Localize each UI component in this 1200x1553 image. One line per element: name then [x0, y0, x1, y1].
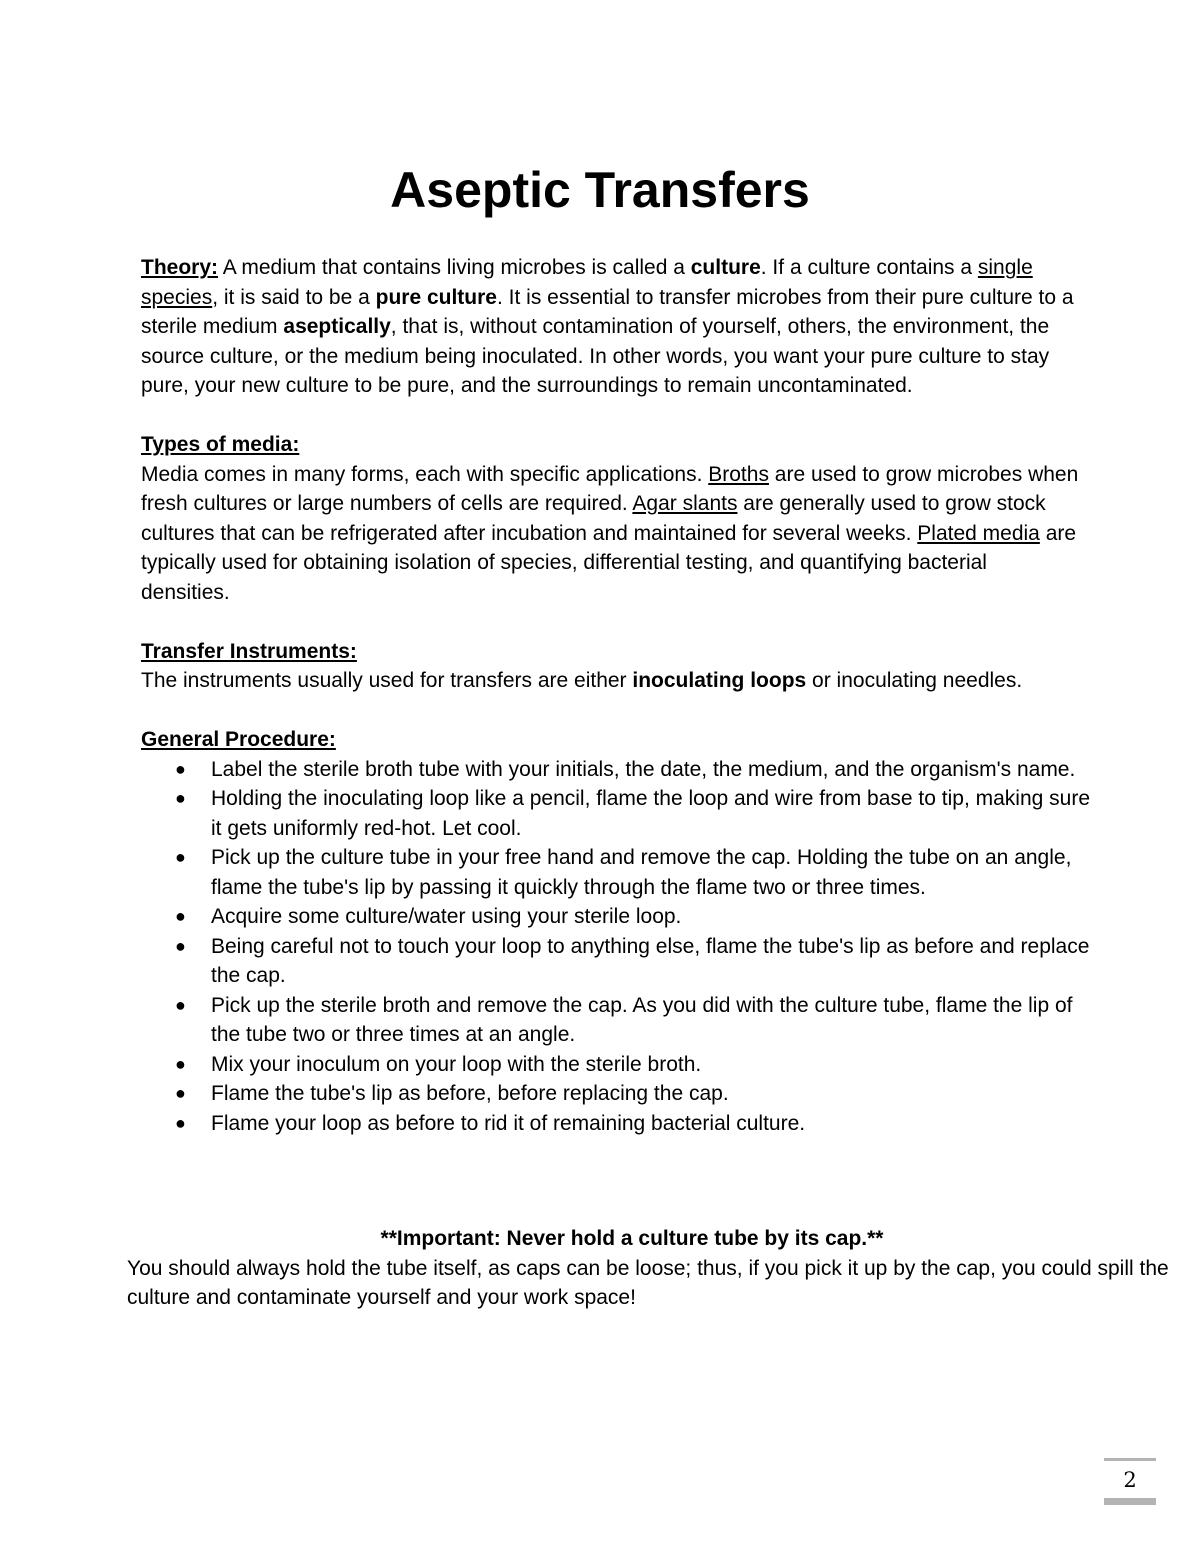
bullet-icon: ● — [175, 1053, 186, 1074]
list-item — [141, 784, 1091, 843]
instruments-text: or inoculating needles. — [806, 669, 1023, 692]
bullet-icon: ● — [175, 994, 186, 1015]
list-item — [141, 932, 1091, 991]
media-heading: Types of media: — [141, 433, 300, 456]
media-text: are used to grow microbes when fresh cultures or large numbers of cells are required. — [141, 462, 1079, 515]
step-text: Flame the tube's lip as before, before replacing the cap. — [211, 1082, 729, 1105]
media-paragraph — [141, 460, 1081, 608]
bullet-icon: ● — [175, 847, 186, 867]
step-text: Holding the inoculating loop like a pencil, flame the loop and wire from base to tip, making sure it gets uniformly red-hot. Let cool. — [211, 787, 1090, 840]
step-text: Pick up the culture tube in your free hand and remove the cap. Holding the tube on an angle, flame the tube's lip by passing it quickly through the flame two or three times. — [211, 846, 1072, 899]
theory-text: , that is, without contamination of yourself, others, the environment, the source culture, or the medium being inoculated. In other words, you want your pure culture to stay pure, your new culture to be pure, and the surroundings to remain uncontaminated. — [141, 315, 1050, 397]
step-text: Acquire some culture/water using your sterile loop. — [211, 905, 682, 928]
media-text: are typically used for obtaining isolation of species, differential testing, and quantifying bacterial densities. — [141, 521, 1077, 604]
term-culture: culture — [690, 256, 761, 279]
bullet-icon: ● — [175, 935, 186, 956]
media-text: are generally used to grow stock cultures that can be refrigerated after incubation and maintained for several weeks. — [141, 492, 1046, 545]
media-section — [141, 430, 1191, 607]
term-plated-media: Plated media — [917, 521, 1040, 545]
term-aseptically: aseptically — [283, 315, 391, 338]
instruments-paragraph — [141, 666, 1191, 696]
term-pure-culture: pure culture — [375, 285, 497, 309]
term-single-species: single species — [141, 256, 1033, 309]
procedure-section — [141, 725, 1191, 1138]
list-item — [141, 1079, 1091, 1109]
bullet-icon: ● — [175, 906, 186, 926]
page-number-label: 2 — [1123, 1468, 1137, 1492]
important-heading: **Important: Never hold a culture tube by its cap.** — [380, 1227, 884, 1250]
instruments-text: The instruments usually used for transfers are either — [141, 669, 633, 692]
list-item — [141, 1109, 1091, 1139]
important-text: You should always hold the tube itself, as caps can be loose; thus, if you pick it up by the cap, you could spill the culture and contaminate yourself and your work space! — [127, 1256, 1169, 1309]
theory-heading: Theory: — [141, 256, 219, 279]
theory-paragraph — [141, 253, 1081, 401]
list-item — [141, 1050, 1091, 1080]
list-item — [141, 843, 1091, 902]
page-number — [1104, 1458, 1156, 1506]
bullet-icon: ● — [175, 758, 186, 779]
list-item — [141, 902, 1091, 932]
list-item — [141, 755, 1200, 785]
instruments-heading: Transfer Instruments: — [141, 639, 357, 663]
theory-text: . If a culture contains a — [760, 256, 978, 279]
bullet-icon: ● — [175, 1112, 186, 1133]
page-title: Aseptic Transfers — [390, 162, 810, 218]
theory-text: A medium that contains living microbes is called a — [218, 256, 691, 279]
procedure-heading: General Procedure: — [141, 728, 336, 751]
important-note — [127, 1224, 1177, 1313]
page-number-rule-top — [1104, 1458, 1156, 1461]
bullet-icon: ● — [175, 788, 186, 808]
theory-section — [141, 253, 1191, 401]
bullet-icon: ● — [175, 1083, 186, 1103]
theory-text: , it is said to be a — [212, 285, 376, 309]
step-text: Being careful not to touch your loop to anything else, flame the tube's lip as before and replace the cap. — [211, 934, 1090, 987]
procedure-list — [141, 755, 1191, 1139]
page-number-rule-bottom — [1104, 1498, 1156, 1505]
term-inoculating-loops: inoculating loops — [632, 669, 807, 692]
step-text: Mix your inoculum on your loop with the sterile broth. — [211, 1052, 702, 1076]
term-agar-slants: Agar slants — [632, 492, 738, 515]
list-item — [141, 991, 1091, 1050]
theory-text: . It is essential to transfer microbes from their pure culture to a sterile medium — [141, 285, 1074, 338]
document-body — [141, 253, 1191, 1168]
step-text: Flame your loop as before to rid it of remaining bacterial culture. — [211, 1111, 806, 1135]
step-text: Pick up the sterile broth and remove the cap. As you did with the culture tube, flame the lip of the tube two or three times at an angle. — [211, 993, 1073, 1046]
instruments-section — [141, 637, 1191, 696]
term-broths: Broths — [708, 462, 769, 486]
step-text: Label the sterile broth tube with your initials, the date, the medium, and the organism's name. — [211, 757, 1076, 781]
media-text: Media comes in many forms, each with specific applications. — [141, 462, 709, 486]
